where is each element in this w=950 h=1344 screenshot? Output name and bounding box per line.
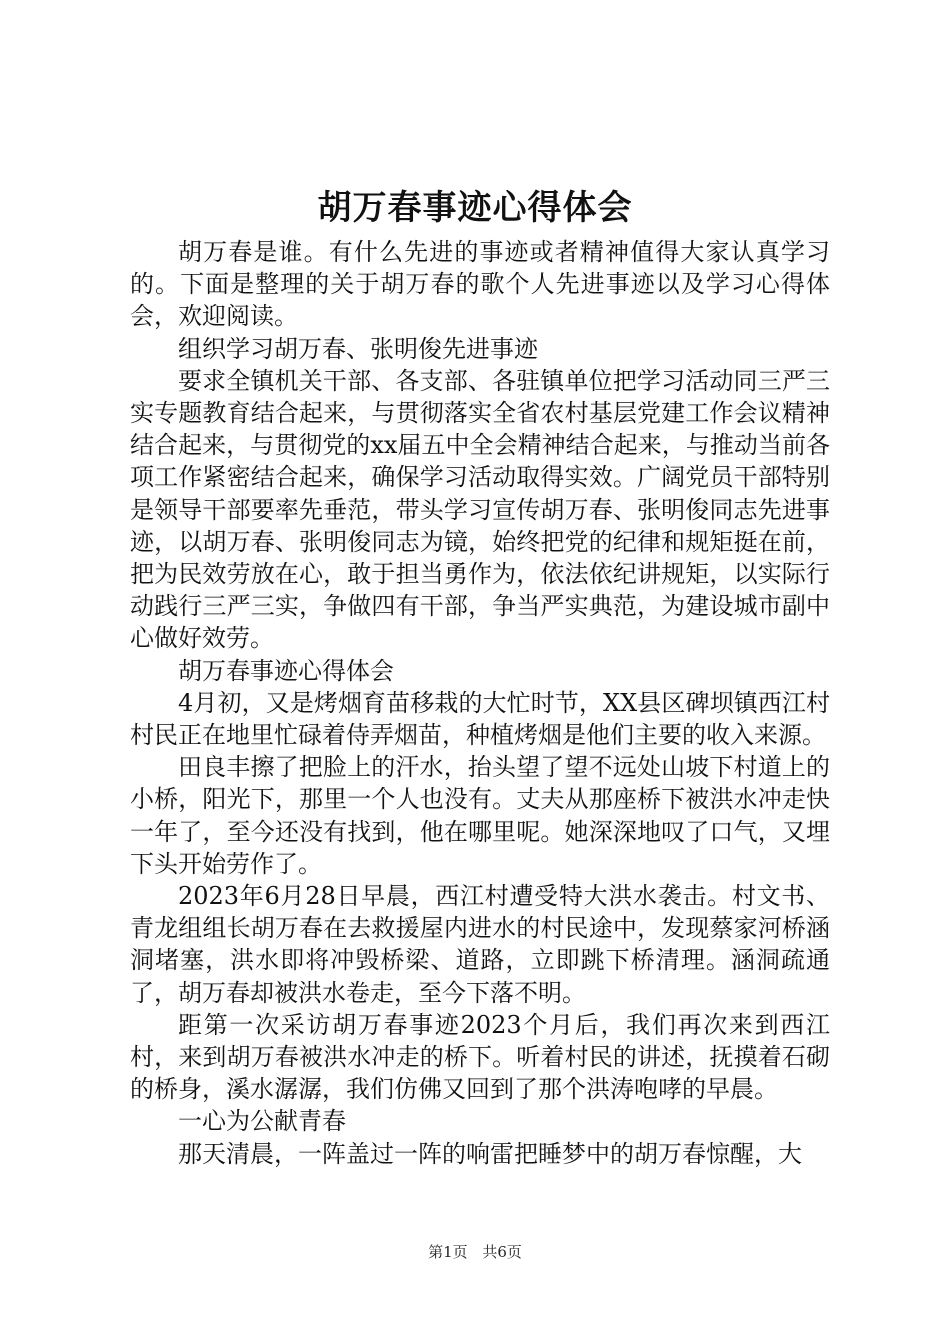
page-footer	[0, 1242, 950, 1262]
requirements-paragraph: 要求全镇机关干部、各支部、各驻镇单位把学习活动同三严三实专题教育结合起来，与贯彻落实全省农村基层党建工作会议精神结合起来，与贯彻党的xx届五中全会精神结合起来，与推动当前各项工作紧密结合起来，确保学习活动取得实效。广阔党员干部特别是领导干部要率先垂范，带头学习宣传胡万春、张明俊同志先进事迹，以胡万春、张明俊同志为镜，始终把党的纪律和规矩挺在前，把为民效劳放在心，敢于担当勇作为，依法依纪讲规矩，以实际行动践行三严三实，争做四有干部，争当严实典范，为建设城市副中心做好效劳。	[130, 366, 830, 653]
section-heading-study: 组织学习胡万春、张明俊先进事迹	[178, 334, 538, 363]
april-paragraph: 4月初，又是烤烟育苗移栽的大忙时节，XX县区碑坝镇西江村村民正在地里忙碌着侍弄烟苗，种植烤烟是他们主要的收入来源。	[130, 688, 830, 750]
document-title: 胡万春事迹心得体会	[317, 188, 633, 228]
flood-paragraph: 2023年6月28日早晨，西江村遭受特大洪水袭击。村文书、青龙组组长胡万春在去救援屋内进水的村民途中，发现蔡家河桥涵洞堵塞，洪水即将冲毁桥梁、道路，立即跳下桥清理。涵洞疏通了，胡万春却被洪水卷走，至今下落不明。	[130, 882, 830, 1007]
page-total: 共6页	[482, 1243, 522, 1261]
morning-paragraph: 那天清晨，一阵盖过一阵的响雷把睡梦中的胡万春惊醒，大	[178, 1139, 802, 1168]
intro-paragraph: 胡万春是谁。有什么先进的事迹或者精神值得大家认真学习的。下面是整理的关于胡万春的歌个人先进事迹以及学习心得体会，欢迎阅读。	[130, 238, 830, 331]
document-body	[130, 236, 830, 1170]
tian-liangfeng-paragraph: 田良丰擦了把脸上的汗水，抬头望了望不远处山坡下村道上的小桥，阳光下，那里一个人也没有。丈夫从那座桥下被洪水冲走快一年了，至今还没有找到，他在哪里呢。她深深地叹了口气，又埋下头开始劳作了。	[130, 753, 830, 878]
revisit-paragraph: 距第一次采访胡万春事迹2023个月后，我们再次来到西江村，来到胡万春被洪水冲走的桥下。听着村民的讲述，抚摸着石砌的桥身，溪水潺潺，我们仿佛又回到了那个洪涛咆哮的早晨。	[130, 1010, 830, 1104]
section-heading-youth: 一心为公献青春	[178, 1107, 346, 1136]
section-heading-experience: 胡万春事迹心得体会	[178, 656, 394, 685]
page-number: 第1页	[428, 1243, 468, 1261]
